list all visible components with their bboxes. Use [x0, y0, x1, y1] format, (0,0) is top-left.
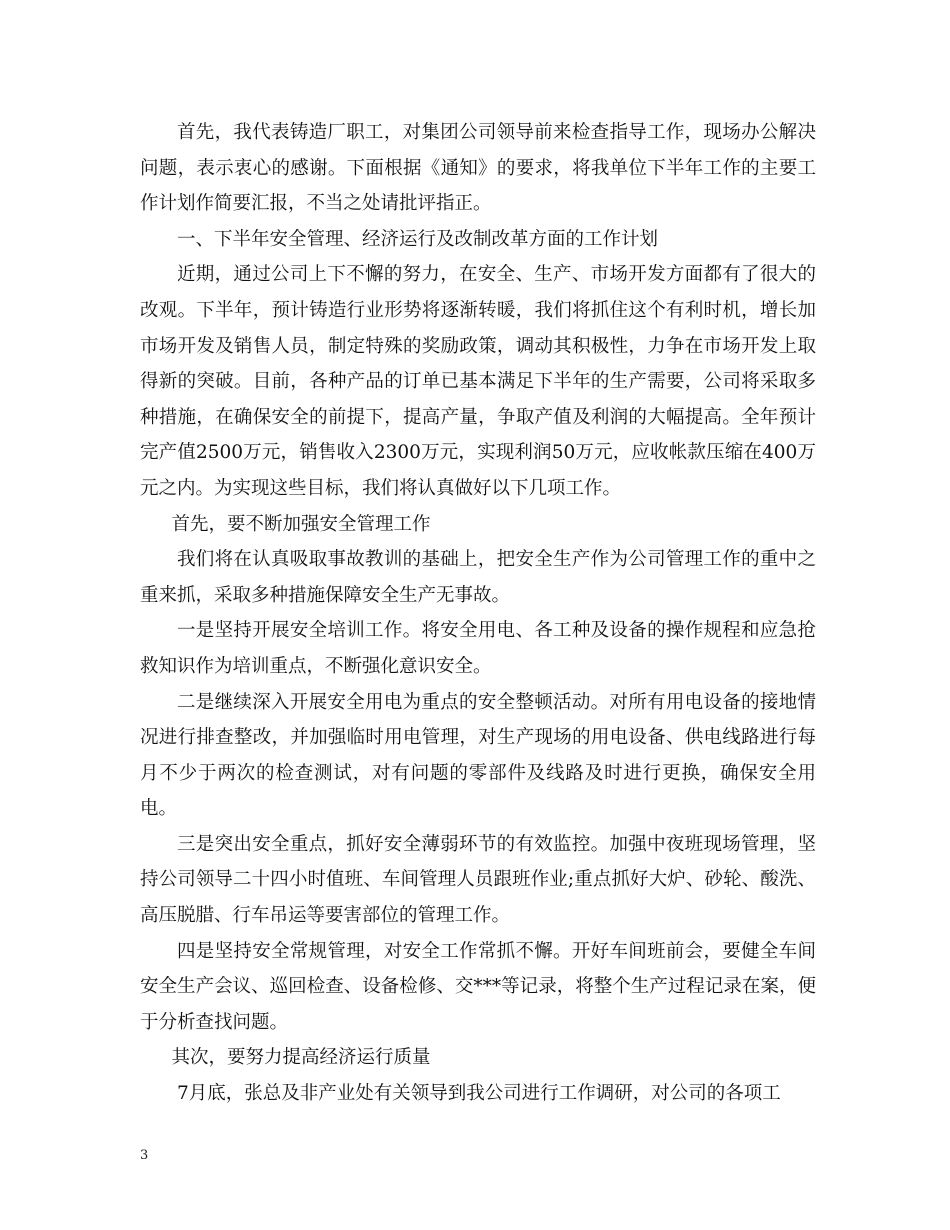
subheading-safety: 首先，要不断加强安全管理工作: [171, 513, 431, 535]
paragraph-electrical-safety: 二是继续深入开展安全用电为重点的安全整顿活动。对所有用电设备的接地情况进行排查整改，并加强临时用电管理，对生产现场的用电设备、供电线路进行每月不少于两次的检查测试，对有问题的零部件及线路及时进行更换，确保安全用电。: [140, 691, 816, 820]
paragraph-key-monitoring: 三是突出安全重点，抓好安全薄弱环节的有效监控。加强中夜班现场管理，坚持公司领导二十四小时值班、车间管理人员跟班作业;重点抓好大炉、砂轮、酸洗、高压脱腊、行车吊运等要害部位的管理工作。: [140, 833, 816, 927]
subheading-economic: 其次，要努力提高经济运行质量: [171, 1047, 431, 1069]
paragraph-july-visit: 7月底，张总及非产业处有关领导到我公司进行工作调研，对公司的各项工: [177, 1083, 781, 1105]
paragraph-safety-lessons: 我们将在认真吸取事故教训的基础上，把安全生产作为公司管理工作的重中之重来抓，采取多种措施保障安全生产无事故。: [140, 549, 816, 606]
paragraph-recent-progress: 近期，通过公司上下不懈的努力，在安全、生产、市场开发方面都有了很大的改观。下半年，预计铸造行业形势将逐渐转暖，我们将抓住这个有利时机，增长加市场开发及销售人员，制定特殊的奖励政策，调动其积极性，力争在市场开发上取得新的突破。目前，各种产品的订单已基本满足下半年的生产需要，公司将采取多种措施，在确保安全的前提下，提高产量，争取产值及利润的大幅提高。全年预计完产值2500万元，销售收入2300万元，实现利润50万元，应收帐款压缩在400万元之内。为实现这些目标，我们将认真做好以下几项工作。: [140, 264, 816, 499]
paragraph-safety-training: 一是坚持开展安全培训工作。将安全用电、各工种及设备的操作规程和应急抢救知识作为培训重点，不断强化意识安全。: [140, 620, 816, 677]
paragraph-intro: 首先，我代表铸造厂职工，对集团公司领导前来检查指导工作，现场办公解决问题，表示衷心的感谢。下面根据《通知》的要求，将我单位下半年工作的主要工作计划作简要汇报，不当之处请批评指正。: [140, 122, 816, 215]
page-number: 3: [140, 1148, 149, 1163]
section-heading-1: 一、下半年安全管理、经济运行及改制改革方面的工作计划: [177, 228, 659, 250]
paragraph-routine-management: 四是坚持安全常规管理，对安全工作常抓不懈。开好车间班前会，要健全车间安全生产会议、巡回检查、设备检修、交***等记录，将整个生产过程记录在案，便于分析查找问题。: [140, 940, 816, 1033]
document-body: [140, 115, 816, 1112]
